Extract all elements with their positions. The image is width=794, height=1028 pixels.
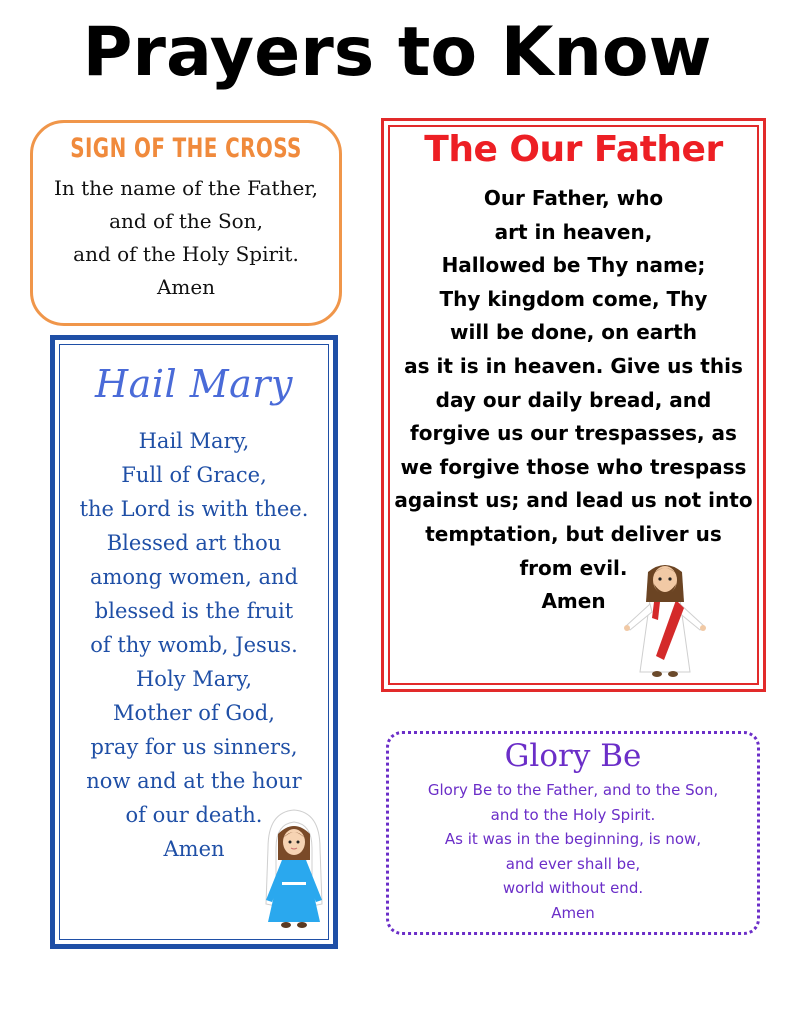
prayer-line: world without end. [502,879,644,897]
glory-be-heading: Glory Be [504,738,642,774]
mary-figure-icon [262,808,326,932]
our-father-text [384,182,763,619]
prayer-line: Full of Grace, [121,463,267,487]
prayer-line: Blessed art thou [106,531,282,555]
our-father-heading: The Our Father [424,129,723,170]
sign-of-cross-card [30,120,342,326]
prayer-line: from evil. [519,555,628,580]
prayer-line: and to the Holy Spirit. [490,805,656,824]
prayer-line: Holy Mary, [135,667,253,691]
prayer-line: day our daily bread, and [435,387,712,412]
jesus-figure-icon [620,560,710,680]
prayer-line: we forgive those who trespass [400,454,747,479]
prayer-line: of thy womb, Jesus. [90,633,298,657]
prayer-line: against us; and lead us not into [394,488,753,513]
prayer-line: blessed is the fruit [94,599,294,623]
prayer-line: Amen [156,275,216,299]
hail-mary-text [55,424,333,866]
sign-of-cross-text [33,172,339,304]
prayer-line: as it is in heaven. Give us this [404,353,743,378]
prayer-line: Hail Mary, [138,429,250,453]
prayer-line: the Lord is with thee. [79,497,309,521]
glory-be-card [386,731,760,935]
prayer-line: will be done, on earth [450,320,697,345]
prayer-line: Glory Be to the Father, and to the Son, [427,781,719,799]
prayer-line: Mother of God, [113,701,275,725]
prayer-line: Amen [551,903,595,922]
prayer-line: In the name of the Father, [53,176,319,200]
prayer-line: temptation, but deliver us [425,521,722,546]
prayer-line: now and at the hour [86,769,302,793]
hail-mary-heading: Hail Mary [95,362,293,406]
prayer-line: among women, and [89,565,299,589]
prayer-line: and of the Holy Spirit. [73,242,299,266]
sign-of-cross-heading: SIGN OF THE CROSS [70,133,302,164]
prayer-line: art in heaven, [494,219,653,244]
prayer-line: and of the Son, [109,209,263,233]
prayer-line: Amen [163,837,225,861]
prayer-line: of our death. [125,803,263,827]
prayer-line: Hallowed be Thy name; [441,253,706,278]
prayer-line: Amen [541,589,606,614]
page-title: Prayers to Know [82,13,712,92]
prayer-line: pray for us sinners, [90,735,298,759]
prayer-line: Our Father, who [483,186,664,210]
prayer-line: and ever shall be, [505,854,641,873]
prayer-line: Thy kingdom come, Thy [439,286,708,311]
prayer-line: forgive us our trespasses, as [410,421,737,446]
glory-be-text [389,778,757,925]
prayer-line: As it was in the beginning, is now, [444,830,702,848]
